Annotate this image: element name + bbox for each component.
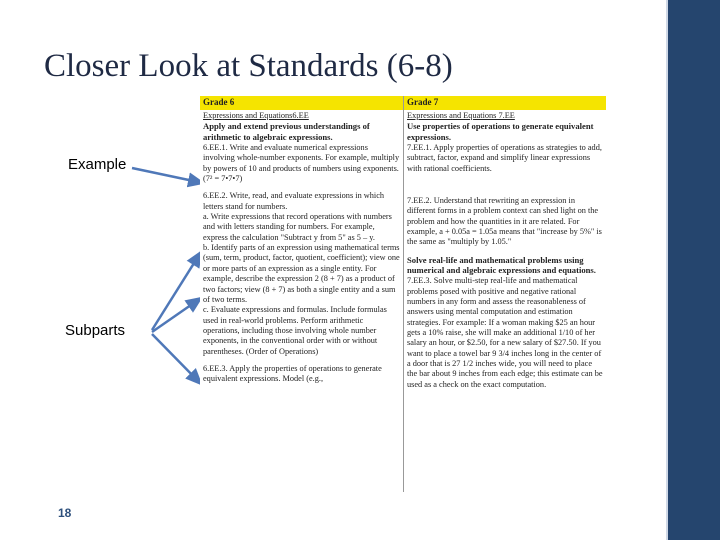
grade6-ee2a: a. Write expressions that record operations with numbers and with letters standing for numbers. For example, express the calculation "Subtract y from 5" as 5 – y. <box>203 211 392 242</box>
example-label: Example <box>68 156 127 173</box>
subparts-arrow-a <box>152 252 201 330</box>
grade7-ee3: 7.EE.3. Solve multi-step real-life and mathematical problems posed with positive and negative rational numbers in any form and assess the reasonableness of answers using mental computation and estimation strategies. For example: If a woman making $25 an hour gets a 10% raise, she will make an additional 1/10 of her salary an hour, or $2.50, for a new salary of $27.50. If you want to place a towel bar 9 3/4 inches long in the center of a door that is 27 1/2 inches wide, you will need to place the bar about 9 inches from each edge; this estimate can be used as a check on the exact computation. <box>407 276 603 389</box>
grade6-ee3: 6.EE.3. Apply the properties of operations to generate equivalent expressions. Model (e.g., <box>203 364 382 384</box>
grade6-header: Grade 6 <box>200 96 403 110</box>
grade7-column <box>404 96 606 492</box>
grade7-cluster2: Solve real-life and mathematical problems using numerical and algebraic expressions and equations. <box>407 254 596 276</box>
grade7-ee2: 7.EE.2. Understand that rewriting an expression in different forms in a problem context can shed light on the problem and how the quantities in it are related. For example, a + 0.05a = 1.05a means that "increase by 5%" is the same as "multiply by 1.05." <box>407 195 602 247</box>
grade6-column <box>200 96 404 492</box>
page-number: 18 <box>58 506 72 520</box>
slide-title: Closer Look at Standards (6-8) <box>44 48 453 84</box>
standards-table-image <box>200 96 606 492</box>
grade7-ee1: 7.EE.1. Apply properties of operations as strategies to add, subtract, factor, expand and simplify linear expressions with rational coefficients. <box>407 142 602 173</box>
subparts-arrow-c <box>152 334 201 384</box>
subparts-arrow-b <box>152 298 201 332</box>
grade7-header: Grade 7 <box>404 96 606 110</box>
example-arrow <box>132 168 203 183</box>
grade6-ee1: 6.EE.1. Write and evaluate numerical expressions involving whole-number exponents. For example, multiply by powers of 10 and products of numbers using exponents. (7² = 7•7•7) <box>203 142 400 183</box>
grade7-domain: Expressions and Equations 7.EE <box>407 111 515 120</box>
grade6-domain: Expressions and Equations6.EE <box>203 111 309 120</box>
grade7-cluster: Use properties of operations to generate equivalent expressions. <box>407 121 594 143</box>
subparts-label: Subparts <box>65 322 126 339</box>
grade6-ee2b: b. Identify parts of an expression using mathematical terms (sum, term, product, factor, quotient, coefficient); view one or more parts of an expression as a single entity. For example, describe the expression 2 (8 + 7) as a product of two factors; view (8 + 7) as both a single entity and a sum of two terms. <box>203 243 400 304</box>
grade6-ee2: 6.EE.2. Write, read, and evaluate expressions in which letters stand for numbers. <box>203 191 385 211</box>
grade6-ee2c: c. Evaluate expressions and formulas. Include formulas used in real-world problems. Perform arithmetic operations, including those involving whole number exponents, in the conventional order with or without parentheses. (Order of Operations) <box>203 305 387 356</box>
grade6-cluster: Apply and extend previous understandings of arithmetic to algebraic expressions. <box>203 121 370 143</box>
